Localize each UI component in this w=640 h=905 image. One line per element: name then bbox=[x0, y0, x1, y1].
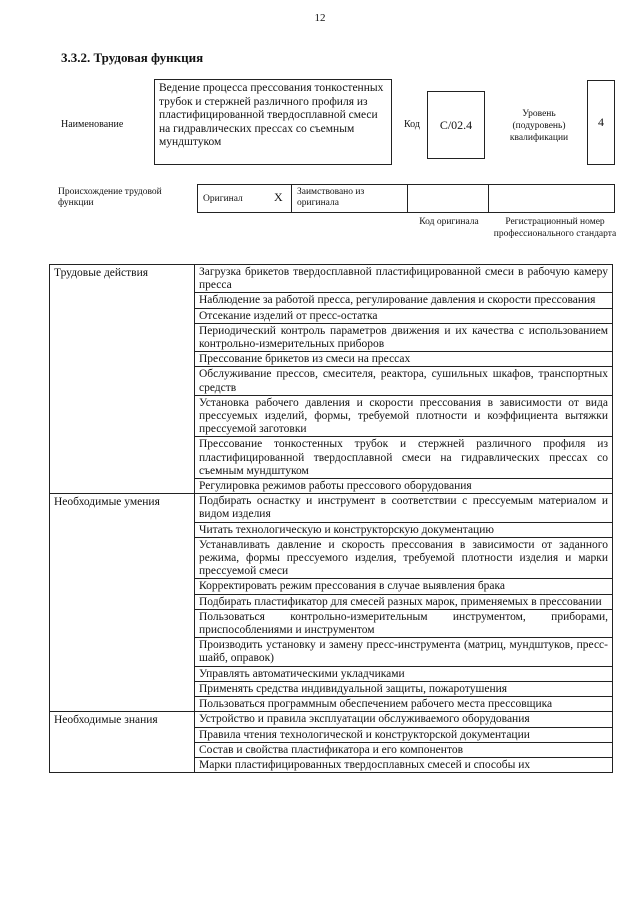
group-label: Необходимые знания bbox=[50, 712, 195, 772]
table-group bbox=[50, 712, 612, 773]
table-row: Отсекание изделий от пресс-остатка bbox=[195, 309, 612, 324]
table-group bbox=[50, 265, 612, 494]
origin-original: Оригинал bbox=[203, 194, 243, 204]
table-row: Производить установку и замену пресс-инструмента (матриц, мундштуков, пресс-шайб, оправок) bbox=[195, 638, 612, 666]
level-label: Уровень (подуровень) квалификации bbox=[509, 109, 569, 143]
table-row: Загрузка брикетов твердосплавной пластифицированной смеси в рабочую камеру пресса bbox=[195, 265, 612, 293]
table-row: Обслуживание прессов, смесителя, реактора, сушильных шкафов, транспортных средств bbox=[195, 367, 612, 395]
table-row: Прессование брикетов из смеси на прессах bbox=[195, 352, 612, 367]
function-name: Ведение процесса прессования тонкостенных трубок и стержней различного профиля из пластифицированной твердосплавной смеси на гидравлических прессах со съемным мундштуком bbox=[154, 79, 392, 165]
table-row: Периодический контроль параметров движения и их качества с использованием контрольно-измерительных приборов bbox=[195, 324, 612, 352]
divider bbox=[291, 185, 292, 212]
table-row: Пользоваться программным обеспечением рабочего места прессовщика bbox=[199, 698, 553, 711]
qualification-level: 4 bbox=[587, 80, 615, 165]
group-label: Трудовые действия bbox=[50, 265, 195, 493]
table-row: Регулировка режимов работы прессового оборудования bbox=[199, 480, 472, 493]
divider bbox=[407, 185, 408, 212]
table-row: Марки пластифицированных твердосплавных смесей и способы их bbox=[199, 758, 531, 771]
duties-table bbox=[49, 264, 613, 773]
origin-borrowed: Заимствовано из оригинала bbox=[297, 187, 365, 208]
group-items bbox=[195, 265, 612, 493]
section-title: 3.3.2. Трудовая функция bbox=[61, 50, 204, 65]
table-row: Установка рабочего давления и скорости прессования в зависимости от вида прессуемых изделий, формы, требуемой плотности и коэффициента вытяжки прессуемой заготовки bbox=[195, 396, 612, 438]
group-items bbox=[195, 712, 612, 772]
table-row: Корректировать режим прессования в случае выявления брака bbox=[195, 579, 612, 594]
origin-table bbox=[197, 184, 615, 213]
table-row: Наблюдение за работой пресса, регулирование давления и скорости прессования bbox=[195, 293, 612, 308]
origin-label: Происхождение трудовой функции bbox=[58, 187, 162, 208]
group-label: Необходимые умения bbox=[50, 494, 195, 711]
table-row: Правила чтения технологической и конструкторской документации bbox=[195, 728, 612, 743]
origin-mark: X bbox=[274, 190, 283, 204]
table-row: Устройство и правила эксплуатации обслуживаемого оборудования bbox=[195, 712, 612, 727]
table-row: Применять средства индивидуальной защиты, пожаротушения bbox=[195, 682, 612, 697]
table-row: Читать технологическую и конструкторскую документацию bbox=[195, 523, 612, 538]
code-caption: Код оригинала bbox=[419, 217, 479, 227]
table-row: Устанавливать давление и скорость прессования в зависимости от заданного режима, формы прессуемого изделия, требуемой плотности изделия и марки прессуемой смеси bbox=[195, 538, 612, 580]
page-number: 12 bbox=[314, 12, 326, 24]
table-row: Пользоваться контрольно-измерительным инструментом, приборами, приспособлениями и инструментом bbox=[195, 610, 612, 638]
divider bbox=[488, 185, 489, 212]
table-row: Прессование тонкостенных трубок и стержней различного профиля из пластифицированной твердосплавной смеси на гидравлических прессах со съемным мундштуком bbox=[195, 437, 612, 479]
group-items bbox=[195, 494, 612, 711]
name-label: Наименование bbox=[61, 119, 124, 130]
reg-caption: Регистрационный номер профессионального стандарта bbox=[493, 217, 617, 239]
table-row: Управлять автоматическими укладчиками bbox=[195, 667, 612, 682]
code-label: Код bbox=[404, 119, 420, 130]
function-code: C/02.4 bbox=[427, 91, 485, 159]
page-bottom bbox=[0, 832, 640, 905]
table-group bbox=[50, 494, 612, 712]
table-row: Состав и свойства пластификатора и его компонентов bbox=[195, 743, 612, 758]
table-row: Подбирать пластификатор для смесей разных марок, применяемых в прессовании bbox=[195, 595, 612, 610]
table-row: Подбирать оснастку и инструмент в соответствии с прессуемым материалом и видом изделия bbox=[195, 494, 612, 522]
